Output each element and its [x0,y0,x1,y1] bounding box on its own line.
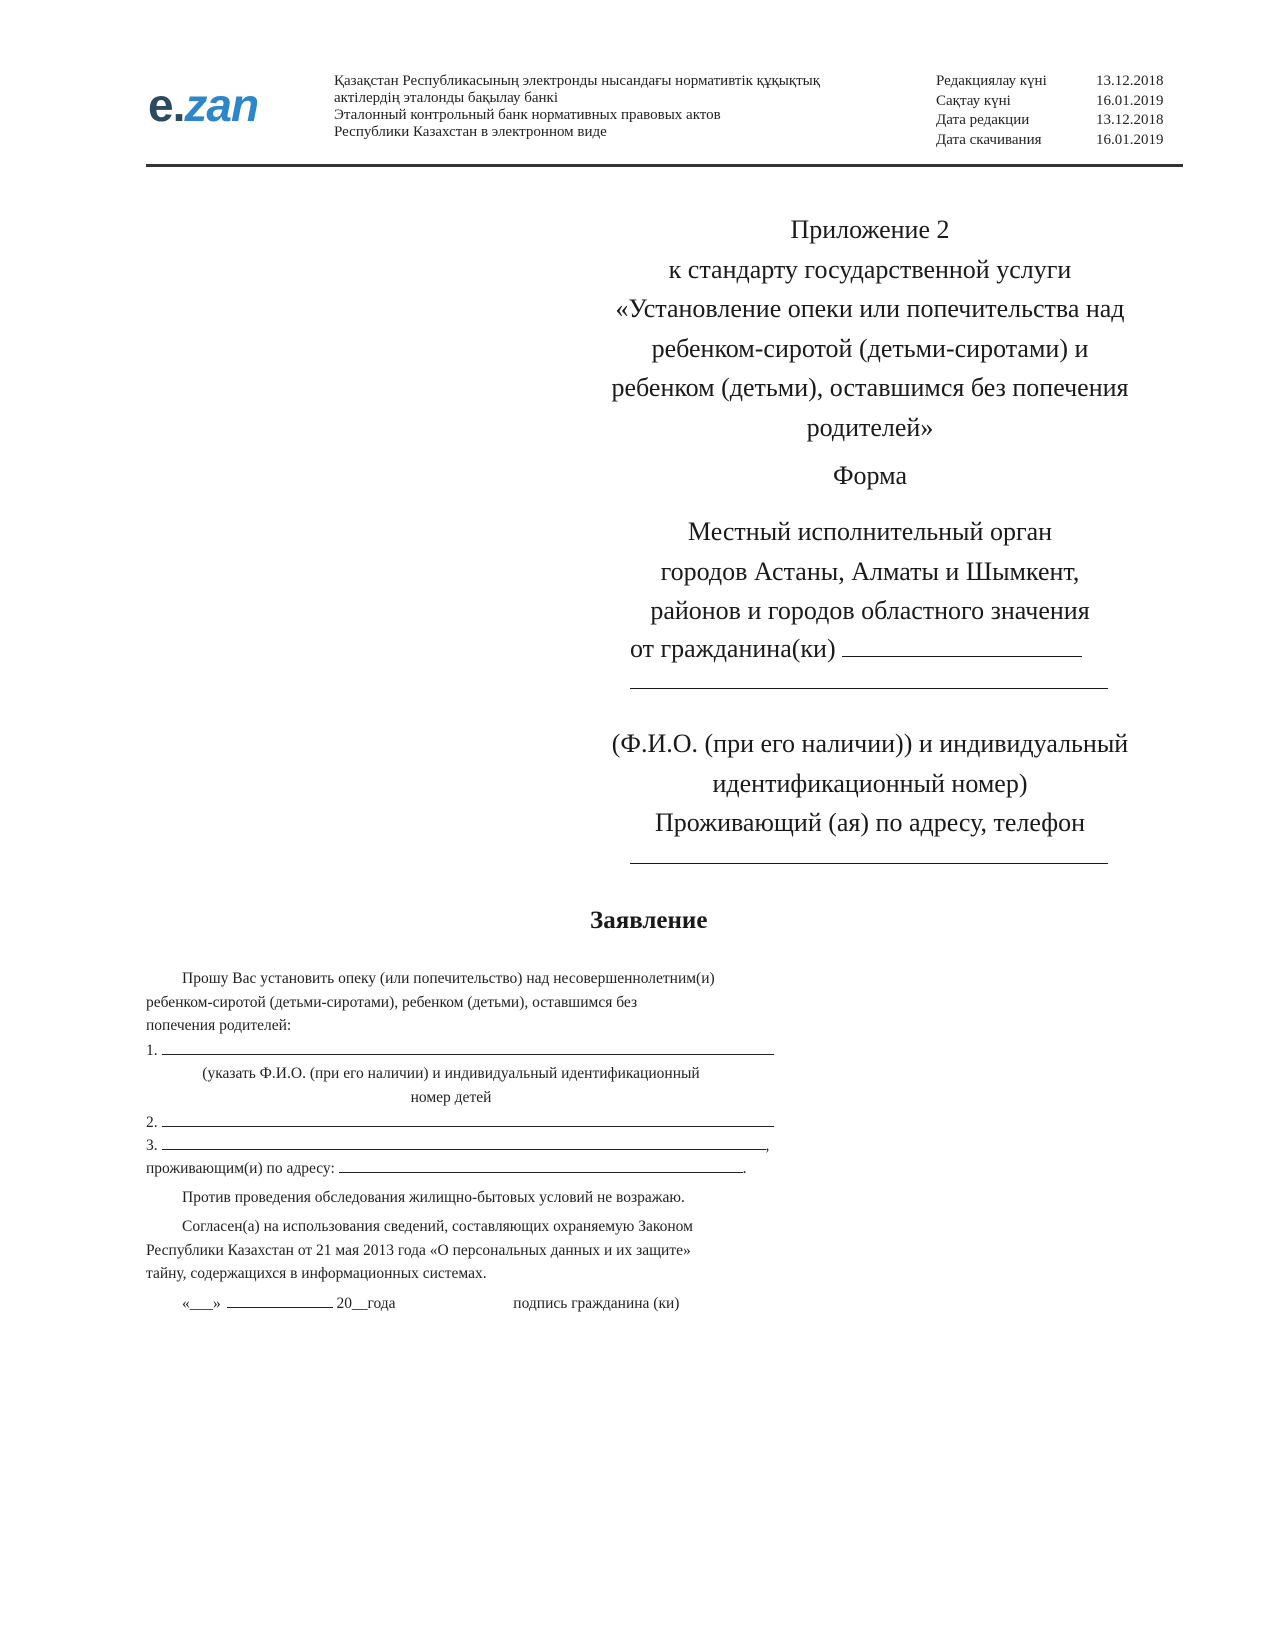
form-label: Форма [833,461,907,490]
child-item-1 [146,1039,774,1063]
child-1-blank[interactable] [162,1039,774,1055]
consent-paragraph [146,1215,693,1286]
address-phone-blank[interactable] [630,863,1108,864]
header-divider [146,164,1183,167]
consent-line: Республики Казахстан от 21 мая 2013 года «О персональных данных и их защите» [146,1241,691,1259]
child-hint [146,1062,756,1109]
appendix-heading [560,210,1180,447]
hint-line: (указать Ф.И.О. (при его наличии) и индивидуальный идентификационный [202,1065,700,1082]
meta-label: Дата редакции [936,112,1030,128]
from-citizen-line [630,630,1082,667]
meta-row [936,111,1176,131]
intro-line: попечения родителей: [146,1017,292,1034]
recipient-line: Местный исполнительный орган [687,517,1053,546]
header-description [334,73,820,141]
meta-row [936,72,1176,92]
recipient-line: районов и городов областного значения [650,596,1090,625]
appendix-line: к стандарту государственной услуги [668,254,1072,284]
header-description-line: Қазақстан Республикасының электронды нысандағы нормативтік құқықтық [334,73,821,89]
hint-line: номер детей [410,1088,492,1106]
logo-zan: zan [184,79,259,131]
appendix-line: родителей» [806,412,934,442]
header-description-line: актілердің эталонды бақылау банкі [334,90,558,106]
address-line [146,1157,747,1181]
child-2-blank[interactable] [162,1111,774,1127]
meta-value: 16.01.2019 [1096,131,1164,148]
meta-label: Сақтау күні [936,92,1011,109]
date-year: 20__года [336,1295,396,1312]
date-day: «___» [182,1295,221,1312]
meta-row [936,131,1176,151]
header-description-line: Республики Казахстан в электронном виде [334,124,607,140]
fio-line: идентификационный номер) [712,768,1028,798]
ezan-logo [148,80,258,130]
recipient-block [560,512,1180,631]
fio-caption [560,724,1180,843]
child-3-blank[interactable] [162,1134,766,1150]
statement-title: Заявление [590,907,708,934]
meta-value: 13.12.2018 [1096,73,1164,89]
intro-line: Прошу Вас установить опеку (или попечительство) над несовершеннолетним(и) [182,970,715,987]
fio-line: (Ф.И.О. (при его наличии)) и индивидуальный [611,729,1129,758]
no-objection-line: Против проведения обследования жилищно-бытовых условий не возражаю. [182,1189,685,1206]
citizen-name-blank-2[interactable] [630,688,1108,689]
header-description-line: Эталонный контрольный банк нормативных правовых актов [334,107,721,123]
item-number: 1. [146,1042,158,1059]
date-month-blank[interactable] [227,1292,333,1308]
child-item-3 [146,1134,769,1158]
item-number: 3. [146,1137,158,1154]
from-citizen-label: от гражданина(ки) [630,634,836,663]
item-3-comma: , [765,1137,770,1154]
intro-line: ребенком-сиротой (детьми-сиротами), ребенком (детьми), оставшимся без [146,993,638,1011]
consent-line: Согласен(а) на использования сведений, составляющих охраняемую Законом [182,1218,693,1235]
address-blank[interactable] [339,1157,743,1173]
citizen-name-blank[interactable] [842,630,1082,657]
header-meta [936,72,1176,150]
recipient-line: городов Астаны, Алматы и Шымкент, [660,556,1080,586]
child-item-2 [146,1111,774,1135]
date-signature-line [146,1292,679,1316]
meta-value: 13.12.2018 [1096,112,1164,128]
appendix-line: Приложение 2 [790,215,950,244]
consent-line: тайну, содержащихся в информационных системах. [146,1265,487,1282]
no-objection-paragraph [146,1186,685,1210]
meta-label: Дата скачивания [936,131,1042,148]
appendix-line: ребенком-сиротой (детьми-сиротами) и [651,333,1089,363]
signature-label: подпись гражданина (ки) [513,1295,680,1312]
address-end: . [742,1160,747,1177]
logo-e: e [148,79,173,131]
meta-label: Редакциялау күні [936,73,1047,89]
logo-dot: . [172,79,185,131]
meta-value: 16.01.2019 [1096,92,1164,109]
appendix-line: «Установление опеки или попечительства над [615,294,1125,323]
item-number: 2. [146,1114,158,1131]
statement-intro [146,967,715,1038]
meta-row [936,92,1176,112]
address-label: проживающим(и) по адресу: [146,1160,335,1177]
appendix-line: ребенком (детьми), оставшимся без попечения [611,373,1129,402]
fio-line: Проживающий (ая) по адресу, телефон [654,808,1086,837]
